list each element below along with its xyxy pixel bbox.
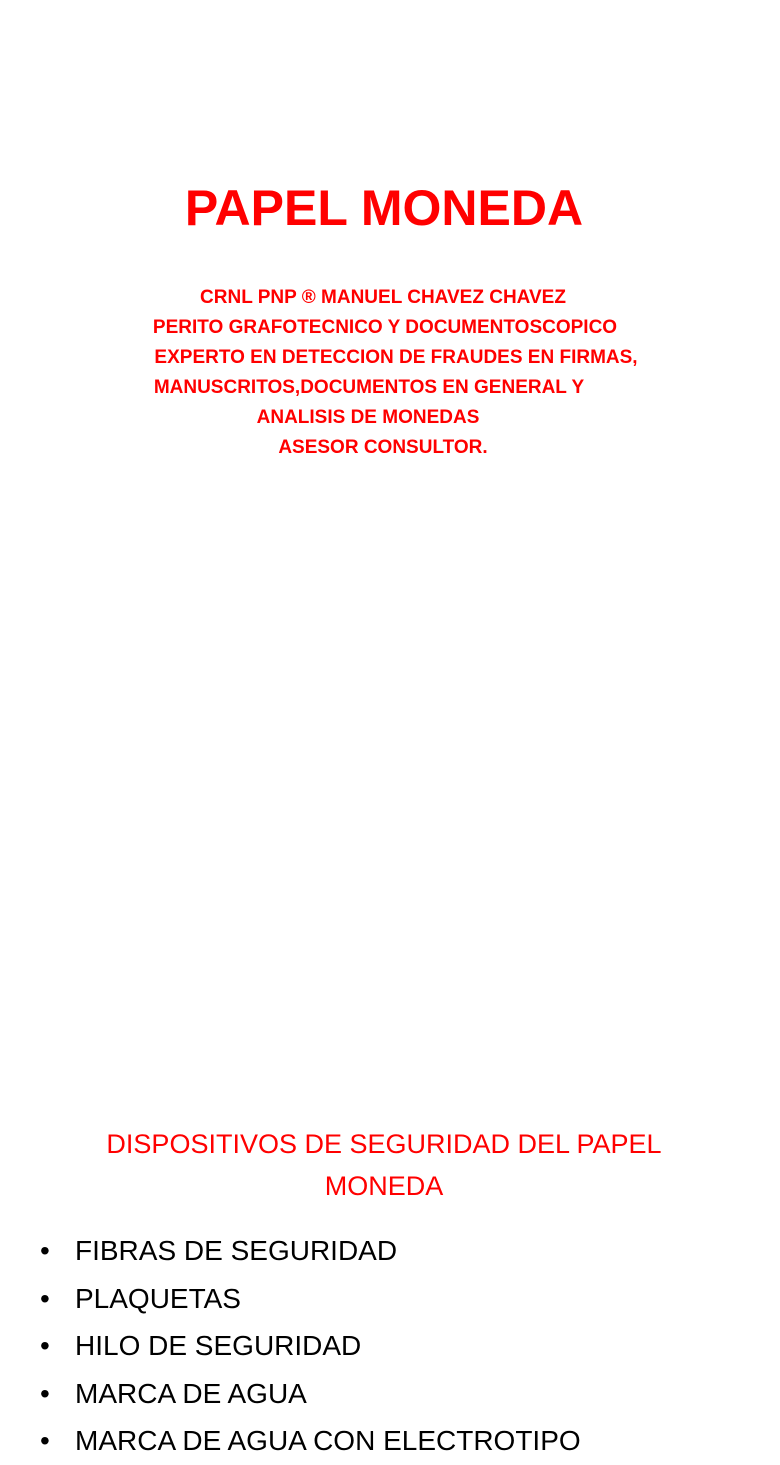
bullet-icon: • [40, 1235, 50, 1266]
list-item [40, 1322, 581, 1370]
list-item-label: PLAQUETAS [75, 1282, 241, 1314]
credential-line: ASESOR CONSULTOR. [278, 437, 488, 458]
credential-line: PERITO GRAFOTECNICO Y DOCUMENTOSCOPICO [152, 317, 618, 338]
bullet-icon: • [40, 1330, 50, 1361]
list-item-label: FIBRAS DE SEGURIDAD [75, 1235, 398, 1266]
list-item-label: MARCA DE AGUA CON ELECTROTIPO [75, 1425, 581, 1456]
list-item-label: HILO DE SEGURIDAD [75, 1330, 362, 1361]
list-item [40, 1370, 581, 1418]
list-item [40, 1227, 581, 1275]
bullet-icon: • [40, 1377, 50, 1409]
slide-security-features [0, 512, 768, 1456]
bullet-icon: • [40, 1282, 50, 1314]
list-item [40, 1417, 581, 1465]
bullet-icon: • [40, 1425, 50, 1456]
section-heading: DISPOSITIVOS DE SEGURIDAD DEL PAPEL MONEDA [106, 1129, 662, 1201]
list-item-label: MARCA DE AGUA [75, 1377, 307, 1409]
credential-line: ANALISIS DE MONEDAS [256, 407, 480, 428]
slide-title [0, 0, 768, 512]
credential-line: CRNL PNP ® MANUEL CHAVEZ CHAVEZ [200, 287, 566, 308]
security-features-list [40, 1227, 581, 1465]
author-credentials [0, 283, 768, 463]
credential-line: MANUSCRITOS,DOCUMENTOS EN GENERAL Y [153, 377, 585, 398]
list-item [40, 1275, 581, 1323]
slide-title-heading: PAPEL MONEDA [184, 180, 584, 236]
credential-line: EXPERTO EN DETECCION DE FRAUDES EN FIRMAS, [154, 347, 638, 368]
